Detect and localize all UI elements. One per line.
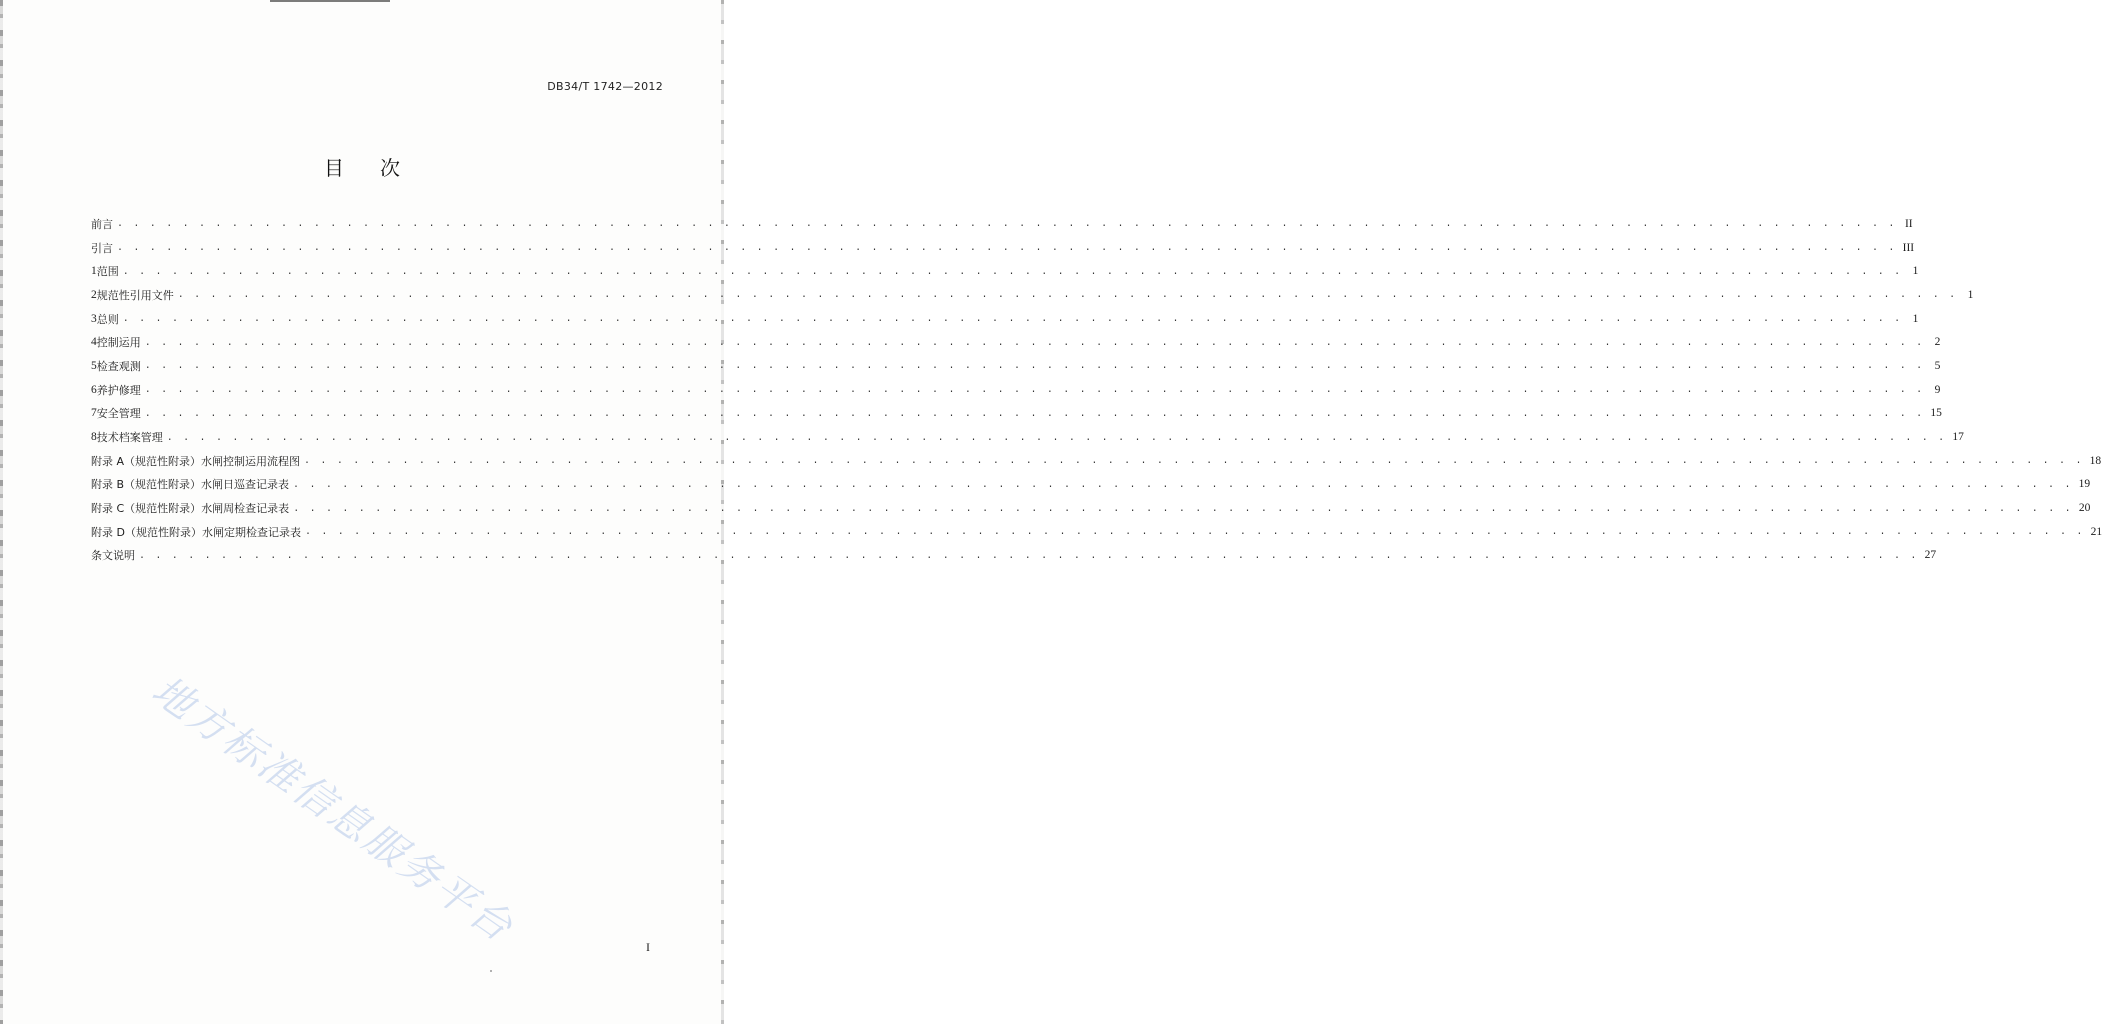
toc-entry <box>91 378 1941 402</box>
toc-entry <box>91 473 2091 497</box>
toc-entry <box>91 259 1919 283</box>
toc-entry-label: 引言 <box>91 241 113 255</box>
watermark: 地方标准信息服务平台 <box>143 667 523 952</box>
toc-entry <box>91 236 1915 260</box>
toc-entry-label: 总则 <box>96 312 119 326</box>
toc-entry-appendix: 附录 A（规范性附录） <box>91 454 202 468</box>
toc-entry-label: 水闸控制运用流程图 <box>201 454 301 468</box>
toc-entry-page: III <box>1902 241 1915 254</box>
toc-leader-dots: . . . . . . . . . . . . . . . . . . . . . . . . . . . . . . . . . . . . . . . . . . . . . . . . . . . . . . . . . . . . . . . . . . . . . . . . . . . . . . . . . . . . . . . . . . . . . . . . . . . . . . . . . . . . . <box>139 550 1919 562</box>
toc-entry-label: 水闸定期检查记录表 <box>201 525 301 539</box>
toc-leader-dots: . . . . . . . . . . . . . . . . . . . . . . . . . . . . . . . . . . . . . . . . . . . . . . . . . . . . . . . . . . . . . . . . . . . . . . . . . . . . . . . . . . . . . . . . . . . . . . . . . . . . . . . . . . . . . <box>144 337 1925 349</box>
toc-entry-label: 养护修理 <box>96 383 141 397</box>
toc-leader-dots: . . . . . . . . . . . . . . . . . . . . . . . . . . . . . . . . . . . . . . . . . . . . . . . . . . . . . . . . . . . . . . . . . . . . . . . . . . . . . . . . . . . . . . . . . . . . . . . . . . . . . . . . . . . . . <box>304 456 2084 468</box>
toc-entry-label: 安全管理 <box>96 407 141 421</box>
toc-leader-dots: . . . . . . . . . . . . . . . . . . . . . . . . . . . . . . . . . . . . . . . . . . . . . . . . . . . . . . . . . . . . . . . . . . . . . . . . . . . . . . . . . . . . . . . . . . . . . . . . . . . . . . . . . . . . . <box>166 432 1947 444</box>
toc-entry-page: 21 <box>2090 525 2102 538</box>
toc-entry <box>91 354 1941 378</box>
toc-entry-page: 15 <box>1930 407 1942 420</box>
toc-entry <box>91 283 1974 307</box>
toc-entry-label: 前言 <box>91 217 113 231</box>
toc-entry-label: 控制运用 <box>96 336 141 350</box>
toc-entry <box>91 402 1942 426</box>
toc-entry-appendix: 附录 C（规范性附录） <box>91 502 202 516</box>
toc-leader-dots: . . . . . . . . . . . . . . . . . . . . . . . . . . . . . . . . . . . . . . . . . . . . . . . . . . . . . . . . . . . . . . . . . . . . . . . . . . . . . . . . . . . . . . . . . . . . . . . . . . . . . . . . . . . . . <box>144 385 1925 397</box>
toc-entry-number: 3 <box>91 312 97 325</box>
toc-entry <box>91 544 1937 568</box>
toc-entry <box>91 307 1919 331</box>
toc-entry-page: 17 <box>1952 431 1964 444</box>
toc-leader-dots: . . . . . . . . . . . . . . . . . . . . . . . . . . . . . . . . . . . . . . . . . . . . . . . . . . . . . . . . . . . . . . . . . . . . . . . . . . . . . . . . . . . . . . . . . . . . . . . . . . . . . . . . . . . . . <box>293 479 2073 491</box>
scan-speck <box>490 970 492 972</box>
toc-entry <box>91 425 1964 449</box>
toc-leader-dots: . . . . . . . . . . . . . . . . . . . . . . . . . . . . . . . . . . . . . . . . . . . . . . . . . . . . . . . . . . . . . . . . . . . . . . . . . . . . . . . . . . . . . . . . . . . . . . . . . . . . . . . . . . . . . <box>117 243 1897 255</box>
toc-entry-page: 27 <box>1924 549 1937 562</box>
toc-entry-appendix: 附录 B（规范性附录） <box>91 478 202 492</box>
toc-entry-number: 7 <box>91 407 97 420</box>
toc-leader-dots: . . . . . . . . . . . . . . . . . . . . . . . . . . . . . . . . . . . . . . . . . . . . . . . . . . . . . . . . . . . . . . . . . . . . . . . . . . . . . . . . . . . . . . . . . . . . . . . . . . . . . . . . . . . . . <box>304 527 2085 539</box>
title-char-1: 目 <box>324 156 344 180</box>
scan-top-mark <box>270 0 390 2</box>
toc-entry <box>91 520 2102 544</box>
toc-entry-number: 4 <box>91 336 97 349</box>
toc-entry-number: 5 <box>91 359 97 372</box>
toc-entry-page: 1 <box>1912 312 1919 325</box>
page-number: I <box>646 940 650 954</box>
toc-entry-label: 水闸日巡查记录表 <box>201 478 290 492</box>
toc-entry-page: 1 <box>1967 288 1974 301</box>
toc-entry-page: 2 <box>1934 336 1941 349</box>
toc-entry <box>91 212 1913 236</box>
toc-leader-dots: . . . . . . . . . . . . . . . . . . . . . . . . . . . . . . . . . . . . . . . . . . . . . . . . . . . . . . . . . . . . . . . . . . . . . . . . . . . . . . . . . . . . . . . . . . . . . . . . . . . . . . . . . . . . . <box>144 408 1925 420</box>
toc-entry-number: 2 <box>91 288 97 301</box>
toc-leader-dots: . . . . . . . . . . . . . . . . . . . . . . . . . . . . . . . . . . . . . . . . . . . . . . . . . . . . . . . . . . . . . . . . . . . . . . . . . . . . . . . . . . . . . . . . . . . . . . . . . . . . . . . . . . . . . <box>177 290 1958 302</box>
page-title <box>0 152 724 181</box>
toc-leader-dots: . . . . . . . . . . . . . . . . . . . . . . . . . . . . . . . . . . . . . . . . . . . . . . . . . . . . . . . . . . . . . . . . . . . . . . . . . . . . . . . . . . . . . . . . . . . . . . . . . . . . . . . . . . . . . <box>293 503 2073 515</box>
toc-entry-label: 检查观测 <box>96 359 141 373</box>
toc-entry-page: 19 <box>2078 478 2091 491</box>
toc-leader-dots: . . . . . . . . . . . . . . . . . . . . . . . . . . . . . . . . . . . . . . . . . . . . . . . . . . . . . . . . . . . . . . . . . . . . . . . . . . . . . . . . . . . . . . . . . . . . . . . . . . . . . . . . . . . . . <box>122 266 1903 278</box>
toc-entry <box>91 330 1941 354</box>
toc-entry-label: 规范性引用文件 <box>96 288 174 302</box>
toc-entry-page: 1 <box>1912 265 1919 278</box>
toc-entry-label: 范围 <box>96 265 119 279</box>
standard-code: DB34/T 1742—2012 <box>547 80 663 93</box>
toc-leader-dots: . . . . . . . . . . . . . . . . . . . . . . . . . . . . . . . . . . . . . . . . . . . . . . . . . . . . . . . . . . . . . . . . . . . . . . . . . . . . . . . . . . . . . . . . . . . . . . . . . . . . . . . . . . . . . <box>144 361 1925 373</box>
toc-entry-page: II <box>1904 217 1913 230</box>
table-of-contents <box>91 212 2102 567</box>
title-char-2: 次 <box>380 156 400 180</box>
toc-entry <box>91 449 2102 473</box>
toc-entry-page: 20 <box>2078 502 2091 515</box>
toc-entry-label: 技术档案管理 <box>96 431 163 445</box>
toc-entry-appendix: 附录 D（规范性附录） <box>91 525 202 539</box>
toc-leader-dots: . . . . . . . . . . . . . . . . . . . . . . . . . . . . . . . . . . . . . . . . . . . . . . . . . . . . . . . . . . . . . . . . . . . . . . . . . . . . . . . . . . . . . . . . . . . . . . . . . . . . . . . . . . . . . <box>122 314 1903 326</box>
toc-entry-page: 5 <box>1934 359 1941 372</box>
toc-entry-label: 水闸周检查记录表 <box>201 502 290 516</box>
toc-entry-number: 8 <box>91 431 97 444</box>
toc-leader-dots: . . . . . . . . . . . . . . . . . . . . . . . . . . . . . . . . . . . . . . . . . . . . . . . . . . . . . . . . . . . . . . . . . . . . . . . . . . . . . . . . . . . . . . . . . . . . . . . . . . . . . . . . . . . . . <box>117 219 1897 231</box>
toc-entry-number: 1 <box>91 265 97 278</box>
toc-entry-label: 条文说明 <box>91 549 135 563</box>
toc-entry-page: 18 <box>2089 454 2102 467</box>
toc-entry <box>91 496 2091 520</box>
toc-entry-number: 6 <box>91 383 97 396</box>
toc-entry-page: 9 <box>1934 383 1941 396</box>
